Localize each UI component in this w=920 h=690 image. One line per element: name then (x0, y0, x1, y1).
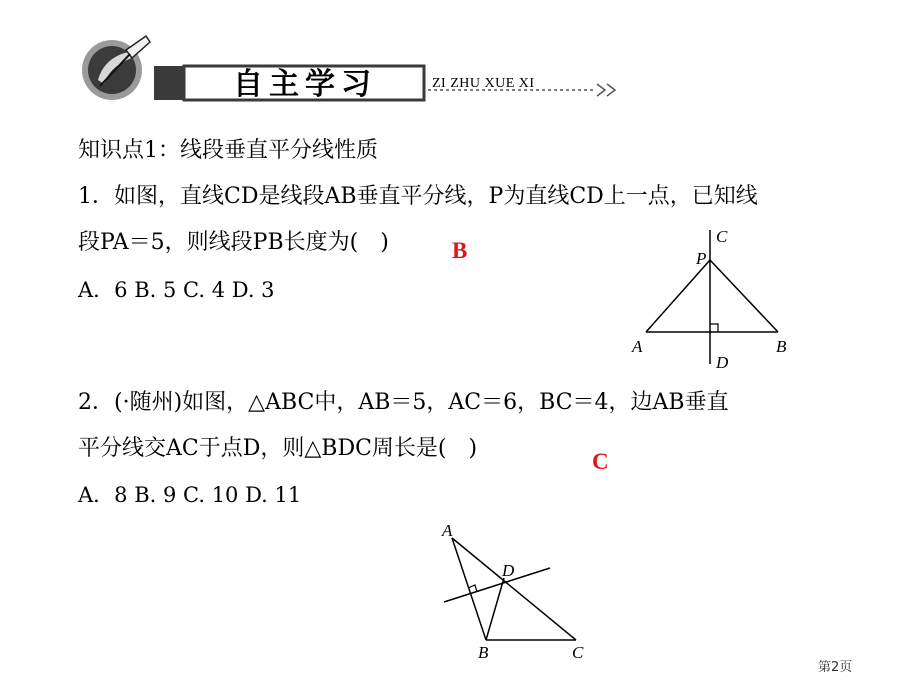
label-p: P (696, 249, 707, 268)
label-c: C (572, 643, 584, 662)
label-d: D (716, 353, 729, 372)
segment-pb (710, 260, 778, 332)
segment-pa (646, 260, 710, 332)
q2-options: A．8 B. 9 C. 10 D. 11 (78, 483, 302, 507)
perpendicular-bisector (444, 568, 550, 602)
q2-line1: 2．(·随州)如图，△ABC中，AB＝5，AC＝6，BC＝4，边AB垂直 (78, 390, 729, 415)
q2-answer: C (592, 449, 609, 474)
q1-answer: B (452, 238, 468, 263)
section-heading: 知识点1：线段垂直平分线性质 (78, 138, 378, 163)
label-a: A (632, 337, 643, 356)
label-b: B (776, 337, 787, 356)
q1-line1: 1．如图，直线CD是线段AB垂直平分线，P为直线CD上一点，已知线 (78, 184, 758, 209)
segment-ab (452, 538, 486, 640)
pen-icon (82, 36, 150, 100)
label-a: A (442, 521, 453, 540)
label-c: C (716, 227, 728, 246)
label-b: B (478, 643, 489, 662)
q2-line2: 平分线交AC于点D，则△BDC周长是( ) (78, 436, 478, 461)
header-title: 自主学习 (233, 67, 377, 102)
right-angle-mark (710, 324, 718, 332)
q2-figure (430, 518, 600, 666)
page-number: 第2页 (818, 660, 853, 675)
label-d: D (502, 561, 515, 580)
q1-options: A．6 B. 5 C. 4 D. 3 (78, 278, 275, 302)
segment-ac (452, 538, 576, 640)
q1-line2: 段PA＝5，则线段PB长度为( ) (78, 230, 389, 255)
q1-figure (620, 222, 800, 372)
header-pinyin: ZI ZHU XUE XI (432, 76, 535, 91)
